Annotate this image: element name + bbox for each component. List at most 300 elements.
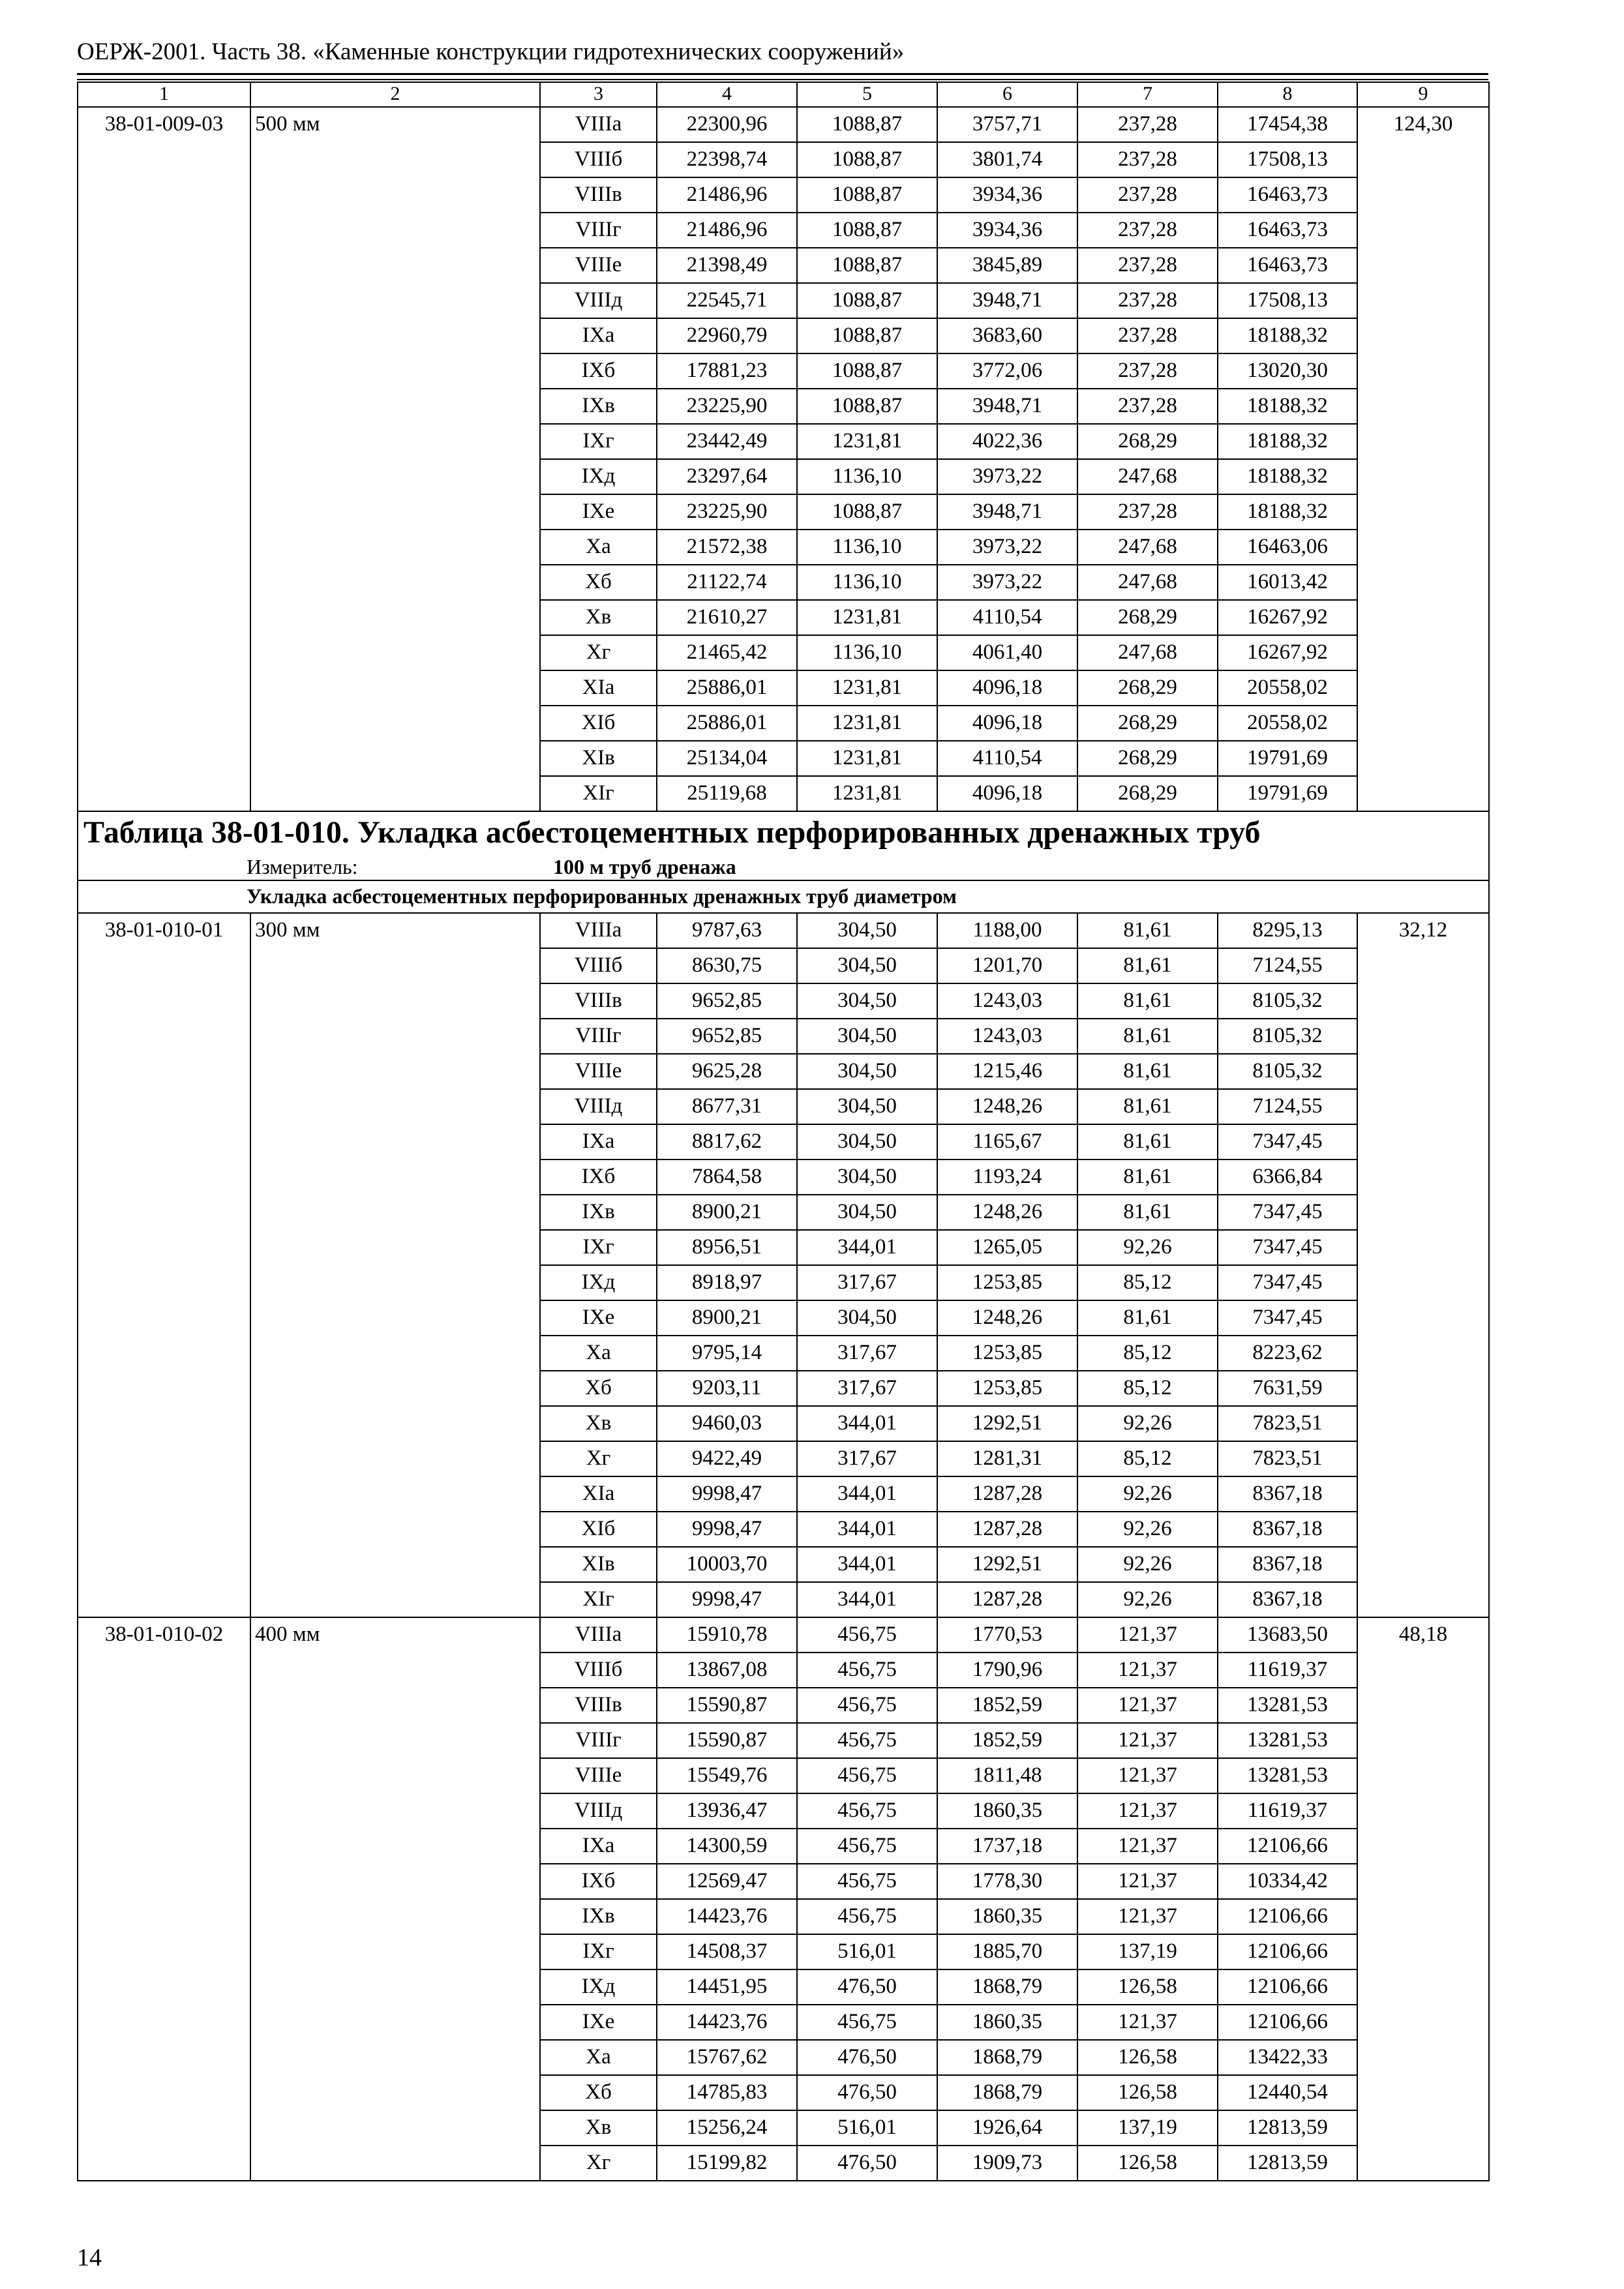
price-table — [77, 82, 1490, 2181]
zone-cell: IXв — [540, 1195, 657, 1230]
value-cell: 7823,51 — [1218, 1406, 1357, 1441]
value-cell: 12440,54 — [1218, 2075, 1357, 2110]
value-cell: 1909,73 — [937, 2146, 1077, 2181]
value-cell: 3683,60 — [937, 318, 1077, 353]
value-cell: 17881,23 — [657, 353, 797, 389]
table-row — [78, 1617, 1489, 1653]
value-cell: 8367,18 — [1218, 1582, 1357, 1617]
value-cell: 25119,68 — [657, 776, 797, 811]
value-cell: 18188,32 — [1218, 494, 1357, 530]
subheading-cell — [78, 880, 1489, 913]
value-cell: 14508,37 — [657, 1934, 797, 1969]
value-cell: 8677,31 — [657, 1089, 797, 1124]
value-cell: 121,37 — [1077, 1617, 1218, 1653]
value-cell: 12813,59 — [1218, 2110, 1357, 2146]
value-cell: 344,01 — [797, 1230, 937, 1265]
zone-cell: VIIIв — [540, 1688, 657, 1723]
value-cell: 21122,74 — [657, 565, 797, 600]
value-cell: 237,28 — [1077, 248, 1218, 283]
zone-cell: XIв — [540, 1547, 657, 1582]
zone-cell: IXд — [540, 459, 657, 494]
value-cell: 268,29 — [1077, 776, 1218, 811]
zone-cell: VIIIе — [540, 248, 657, 283]
value-cell: 92,26 — [1077, 1547, 1218, 1582]
value-cell: 19791,69 — [1218, 776, 1357, 811]
pipe-diameter: 500 мм — [250, 107, 540, 811]
value-cell: 14451,95 — [657, 1969, 797, 2005]
value-cell: 317,67 — [797, 1336, 937, 1371]
value-cell: 1231,81 — [797, 424, 937, 459]
value-cell: 13936,47 — [657, 1793, 797, 1829]
zone-cell: VIIIе — [540, 1758, 657, 1793]
value-cell: 9422,49 — [657, 1441, 797, 1476]
value-cell: 81,61 — [1077, 1019, 1218, 1054]
value-cell: 18188,32 — [1218, 389, 1357, 424]
value-cell: 12106,66 — [1218, 2005, 1357, 2040]
value-cell: 92,26 — [1077, 1476, 1218, 1512]
value-cell: 25134,04 — [657, 741, 797, 776]
header-rule-thin — [77, 79, 1488, 80]
value-cell: 1088,87 — [797, 389, 937, 424]
value-cell: 344,01 — [797, 1512, 937, 1547]
value-cell: 1287,28 — [937, 1512, 1077, 1547]
zone-cell: VIIIе — [540, 1054, 657, 1089]
zone-cell: Xг — [540, 635, 657, 670]
value-cell: 1088,87 — [797, 353, 937, 389]
value-cell: 304,50 — [797, 1054, 937, 1089]
value-cell: 9998,47 — [657, 1512, 797, 1547]
value-cell: 9625,28 — [657, 1054, 797, 1089]
value-cell: 23442,49 — [657, 424, 797, 459]
table-title: Таблица 38-01-010. Укладка асбестоцементных перфорированных дренажных труб — [78, 811, 1489, 854]
value-cell: 17508,13 — [1218, 283, 1357, 318]
value-cell: 1860,35 — [937, 1899, 1077, 1934]
value-cell: 1811,48 — [937, 1758, 1077, 1793]
value-cell: 1231,81 — [797, 670, 937, 706]
zone-cell: Xб — [540, 1371, 657, 1406]
value-cell: 1253,85 — [937, 1265, 1077, 1300]
rate-code: 38-01-010-01 — [78, 913, 250, 1617]
value-cell: 1287,28 — [937, 1476, 1077, 1512]
value-cell: 121,37 — [1077, 1899, 1218, 1934]
zone-cell: Xв — [540, 600, 657, 635]
value-cell: 21398,49 — [657, 248, 797, 283]
value-cell: 1088,87 — [797, 177, 937, 213]
value-cell: 456,75 — [797, 1723, 937, 1758]
value-cell: 4061,40 — [937, 635, 1077, 670]
value-cell: 13020,30 — [1218, 353, 1357, 389]
zone-cell: Xа — [540, 1336, 657, 1371]
zone-cell: IXв — [540, 1899, 657, 1934]
value-cell: 1231,81 — [797, 741, 937, 776]
measure-unit: 100 м труб дренажа — [553, 855, 736, 878]
value-cell: 11619,37 — [1218, 1653, 1357, 1688]
value-cell: 9652,85 — [657, 1019, 797, 1054]
value-cell: 476,50 — [797, 1969, 937, 2005]
value-cell: 268,29 — [1077, 600, 1218, 635]
value-cell: 13867,08 — [657, 1653, 797, 1688]
value-cell: 12813,59 — [1218, 2146, 1357, 2181]
value-cell: 1770,53 — [937, 1617, 1077, 1653]
value-cell: 268,29 — [1077, 706, 1218, 741]
value-cell: 476,50 — [797, 2146, 937, 2181]
column-number: 2 — [250, 82, 540, 107]
value-cell: 9460,03 — [657, 1406, 797, 1441]
value-cell: 7631,59 — [1218, 1371, 1357, 1406]
value-cell: 7347,45 — [1218, 1265, 1357, 1300]
value-cell: 7347,45 — [1218, 1124, 1357, 1159]
value-cell: 1231,81 — [797, 600, 937, 635]
value-cell: 16013,42 — [1218, 565, 1357, 600]
table-row — [78, 107, 1489, 142]
value-cell: 237,28 — [1077, 177, 1218, 213]
value-cell: 1265,05 — [937, 1230, 1077, 1265]
zone-cell: VIIIб — [540, 142, 657, 177]
value-cell: 17508,13 — [1218, 142, 1357, 177]
value-cell: 14423,76 — [657, 1899, 797, 1934]
zone-cell: IXг — [540, 424, 657, 459]
value-cell: 16267,92 — [1218, 600, 1357, 635]
value-cell: 1287,28 — [937, 1582, 1077, 1617]
value-cell: 121,37 — [1077, 1653, 1218, 1688]
value-cell: 92,26 — [1077, 1406, 1218, 1441]
page-number: 14 — [77, 2244, 102, 2271]
value-cell: 9998,47 — [657, 1582, 797, 1617]
value-cell: 1088,87 — [797, 142, 937, 177]
zone-cell: IXа — [540, 1829, 657, 1864]
value-cell: 7347,45 — [1218, 1195, 1357, 1230]
value-cell: 21572,38 — [657, 530, 797, 565]
value-cell: 9203,11 — [657, 1371, 797, 1406]
value-cell: 268,29 — [1077, 741, 1218, 776]
zone-cell: VIIIд — [540, 1793, 657, 1829]
zone-cell: XIг — [540, 1582, 657, 1617]
value-cell: 126,58 — [1077, 1969, 1218, 2005]
value-cell: 15549,76 — [657, 1758, 797, 1793]
value-cell: 9998,47 — [657, 1476, 797, 1512]
value-cell: 92,26 — [1077, 1230, 1218, 1265]
value-cell: 23225,90 — [657, 389, 797, 424]
value-cell: 268,29 — [1077, 424, 1218, 459]
value-cell: 344,01 — [797, 1547, 937, 1582]
value-cell: 8105,32 — [1218, 1054, 1357, 1089]
value-cell: 1868,79 — [937, 1969, 1077, 2005]
value-cell: 7823,51 — [1218, 1441, 1357, 1476]
value-cell: 22545,71 — [657, 283, 797, 318]
value-cell: 344,01 — [797, 1582, 937, 1617]
value-cell: 1243,03 — [937, 983, 1077, 1019]
value-cell: 1248,26 — [937, 1195, 1077, 1230]
value-cell: 1852,59 — [937, 1723, 1077, 1758]
value-cell: 237,28 — [1077, 213, 1218, 248]
value-cell: 126,58 — [1077, 2146, 1218, 2181]
value-cell: 456,75 — [797, 1617, 937, 1653]
value-cell: 1778,30 — [937, 1864, 1077, 1899]
column-number: 1 — [78, 82, 250, 107]
zone-cell: IXд — [540, 1265, 657, 1300]
value-cell: 81,61 — [1077, 948, 1218, 983]
value-cell: 3973,22 — [937, 459, 1077, 494]
value-cell: 1088,87 — [797, 248, 937, 283]
value-cell: 8817,62 — [657, 1124, 797, 1159]
value-cell: 304,50 — [797, 1124, 937, 1159]
value-cell: 3948,71 — [937, 389, 1077, 424]
pipe-diameter: 300 мм — [250, 913, 540, 1617]
value-cell: 1136,10 — [797, 459, 937, 494]
value-cell: 1136,10 — [797, 530, 937, 565]
value-cell: 14785,83 — [657, 2075, 797, 2110]
zone-cell: VIIIа — [540, 1617, 657, 1653]
zone-cell: VIIIб — [540, 1653, 657, 1688]
value-cell: 11619,37 — [1218, 1793, 1357, 1829]
value-cell: 12106,66 — [1218, 1934, 1357, 1969]
value-cell: 81,61 — [1077, 913, 1218, 948]
value-cell: 8900,21 — [657, 1300, 797, 1336]
value-cell: 121,37 — [1077, 1864, 1218, 1899]
zone-cell: IXв — [540, 389, 657, 424]
zone-cell: Xв — [540, 2110, 657, 2146]
value-cell: 16463,73 — [1218, 177, 1357, 213]
value-cell: 1088,87 — [797, 107, 937, 142]
value-cell: 237,28 — [1077, 494, 1218, 530]
value-cell: 23225,90 — [657, 494, 797, 530]
value-cell: 304,50 — [797, 1300, 937, 1336]
value-cell: 12106,66 — [1218, 1899, 1357, 1934]
zone-cell: Xб — [540, 2075, 657, 2110]
value-cell: 85,12 — [1077, 1265, 1218, 1300]
value-cell: 92,26 — [1077, 1512, 1218, 1547]
zone-cell: VIIIв — [540, 177, 657, 213]
value-cell: 23297,64 — [657, 459, 797, 494]
value-cell: 7347,45 — [1218, 1230, 1357, 1265]
value-cell: 21486,96 — [657, 213, 797, 248]
zone-cell: VIIIб — [540, 948, 657, 983]
value-cell: 8295,13 — [1218, 913, 1357, 948]
value-cell: 1165,67 — [937, 1124, 1077, 1159]
value-cell: 1215,46 — [937, 1054, 1077, 1089]
column-number: 9 — [1357, 82, 1489, 107]
rate-code: 38-01-009-03 — [78, 107, 250, 811]
zone-cell: XIб — [540, 1512, 657, 1547]
value-cell: 1201,70 — [937, 948, 1077, 983]
value-cell: 1188,00 — [937, 913, 1077, 948]
value-cell: 121,37 — [1077, 1793, 1218, 1829]
value-cell: 1136,10 — [797, 635, 937, 670]
value-cell: 12106,66 — [1218, 1969, 1357, 2005]
column-number: 7 — [1077, 82, 1218, 107]
zone-cell: VIIIг — [540, 1723, 657, 1758]
value-cell: 3973,22 — [937, 565, 1077, 600]
value-cell: 317,67 — [797, 1371, 937, 1406]
zone-cell: IXд — [540, 1969, 657, 2005]
value-cell: 247,68 — [1077, 459, 1218, 494]
value-cell: 14300,59 — [657, 1829, 797, 1864]
zone-cell: VIIIа — [540, 913, 657, 948]
value-cell: 1248,26 — [937, 1089, 1077, 1124]
value-cell: 8956,51 — [657, 1230, 797, 1265]
value-cell: 15199,82 — [657, 2146, 797, 2181]
value-cell: 304,50 — [797, 948, 937, 983]
value-cell: 344,01 — [797, 1406, 937, 1441]
value-cell: 9787,63 — [657, 913, 797, 948]
value-cell: 16463,73 — [1218, 248, 1357, 283]
value-cell: 21465,42 — [657, 635, 797, 670]
value-cell: 1088,87 — [797, 318, 937, 353]
value-cell: 16267,92 — [1218, 635, 1357, 670]
zone-cell: IXг — [540, 1230, 657, 1265]
zone-cell: IXб — [540, 353, 657, 389]
value-cell: 18188,32 — [1218, 318, 1357, 353]
value-cell: 3801,74 — [937, 142, 1077, 177]
value-cell: 137,19 — [1077, 2110, 1218, 2146]
value-cell: 12569,47 — [657, 1864, 797, 1899]
value-cell: 1248,26 — [937, 1300, 1077, 1336]
value-cell: 1790,96 — [937, 1653, 1077, 1688]
value-cell: 9795,14 — [657, 1336, 797, 1371]
value-cell: 1231,81 — [797, 706, 937, 741]
zone-cell: IXа — [540, 1124, 657, 1159]
value-cell: 3772,06 — [937, 353, 1077, 389]
column-number: 8 — [1218, 82, 1357, 107]
value-cell: 13281,53 — [1218, 1723, 1357, 1758]
subheading-row — [78, 880, 1489, 913]
value-cell: 237,28 — [1077, 318, 1218, 353]
zone-cell: Xа — [540, 530, 657, 565]
zone-cell: XIб — [540, 706, 657, 741]
zone-cell: VIIIг — [540, 1019, 657, 1054]
value-cell: 6366,84 — [1218, 1159, 1357, 1195]
value-cell: 1860,35 — [937, 2005, 1077, 2040]
value-cell: 21610,27 — [657, 600, 797, 635]
table-row — [78, 913, 1489, 948]
value-cell: 456,75 — [797, 1899, 937, 1934]
value-cell: 13683,50 — [1218, 1617, 1357, 1653]
value-cell: 237,28 — [1077, 283, 1218, 318]
value-cell: 1852,59 — [937, 1688, 1077, 1723]
zone-cell: IXб — [540, 1159, 657, 1195]
value-cell: 8918,97 — [657, 1265, 797, 1300]
header-rule — [77, 73, 1488, 75]
value-cell: 3948,71 — [937, 283, 1077, 318]
column-number: 4 — [657, 82, 797, 107]
value-cell: 8630,75 — [657, 948, 797, 983]
column-number-row — [78, 82, 1489, 107]
value-cell: 22300,96 — [657, 107, 797, 142]
labor-cost: 32,12 — [1357, 913, 1489, 1617]
value-cell: 1292,51 — [937, 1406, 1077, 1441]
zone-cell: Xа — [540, 2040, 657, 2075]
value-cell: 12106,66 — [1218, 1829, 1357, 1864]
zone-cell: IXе — [540, 494, 657, 530]
value-cell: 20558,02 — [1218, 670, 1357, 706]
value-cell: 13422,33 — [1218, 2040, 1357, 2075]
value-cell: 85,12 — [1077, 1336, 1218, 1371]
zone-cell: VIIIа — [540, 107, 657, 142]
value-cell: 10334,42 — [1218, 1864, 1357, 1899]
column-number: 6 — [937, 82, 1077, 107]
value-cell: 456,75 — [797, 1793, 937, 1829]
value-cell: 516,01 — [797, 1934, 937, 1969]
value-cell: 81,61 — [1077, 1124, 1218, 1159]
zone-cell: XIа — [540, 670, 657, 706]
value-cell: 8367,18 — [1218, 1476, 1357, 1512]
value-cell: 9652,85 — [657, 983, 797, 1019]
value-cell: 17454,38 — [1218, 107, 1357, 142]
value-cell: 317,67 — [797, 1441, 937, 1476]
value-cell: 516,01 — [797, 2110, 937, 2146]
value-cell: 1926,64 — [937, 2110, 1077, 2146]
value-cell: 15590,87 — [657, 1688, 797, 1723]
value-cell: 4022,36 — [937, 424, 1077, 459]
zone-cell: XIв — [540, 741, 657, 776]
zone-cell: Xб — [540, 565, 657, 600]
value-cell: 1885,70 — [937, 1934, 1077, 1969]
value-cell: 8367,18 — [1218, 1547, 1357, 1582]
value-cell: 1231,81 — [797, 776, 937, 811]
value-cell: 126,58 — [1077, 2040, 1218, 2075]
zone-cell: IXг — [540, 1934, 657, 1969]
value-cell: 85,12 — [1077, 1371, 1218, 1406]
value-cell: 3934,36 — [937, 177, 1077, 213]
value-cell: 121,37 — [1077, 1829, 1218, 1864]
value-cell: 4110,54 — [937, 600, 1077, 635]
value-cell: 81,61 — [1077, 1159, 1218, 1195]
value-cell: 14423,76 — [657, 2005, 797, 2040]
zone-cell: XIг — [540, 776, 657, 811]
value-cell: 8105,32 — [1218, 983, 1357, 1019]
value-cell: 4110,54 — [937, 741, 1077, 776]
value-cell: 1243,03 — [937, 1019, 1077, 1054]
value-cell: 247,68 — [1077, 530, 1218, 565]
value-cell: 456,75 — [797, 1653, 937, 1688]
value-cell: 1737,18 — [937, 1829, 1077, 1864]
pipe-diameter: 400 мм — [250, 1617, 540, 2181]
value-cell: 3973,22 — [937, 530, 1077, 565]
value-cell: 18188,32 — [1218, 459, 1357, 494]
value-cell: 81,61 — [1077, 983, 1218, 1019]
value-cell: 18188,32 — [1218, 424, 1357, 459]
measure-label: Измеритель: — [247, 855, 358, 878]
value-cell: 8223,62 — [1218, 1336, 1357, 1371]
value-cell: 1136,10 — [797, 565, 937, 600]
zone-cell: VIIIд — [540, 1089, 657, 1124]
labor-cost: 124,30 — [1357, 107, 1489, 811]
value-cell: 1281,31 — [937, 1441, 1077, 1476]
value-cell: 10003,70 — [657, 1547, 797, 1582]
value-cell: 15910,78 — [657, 1617, 797, 1653]
zone-cell: VIIIв — [540, 983, 657, 1019]
value-cell: 81,61 — [1077, 1300, 1218, 1336]
value-cell: 1088,87 — [797, 494, 937, 530]
value-cell: 237,28 — [1077, 389, 1218, 424]
value-cell: 4096,18 — [937, 706, 1077, 741]
value-cell: 121,37 — [1077, 1723, 1218, 1758]
value-cell: 456,75 — [797, 1829, 937, 1864]
zone-cell: IXб — [540, 1864, 657, 1899]
value-cell: 237,28 — [1077, 142, 1218, 177]
value-cell: 92,26 — [1077, 1582, 1218, 1617]
value-cell: 81,61 — [1077, 1089, 1218, 1124]
value-cell: 456,75 — [797, 2005, 937, 2040]
value-cell: 1860,35 — [937, 1793, 1077, 1829]
value-cell: 8105,32 — [1218, 1019, 1357, 1054]
value-cell: 13281,53 — [1218, 1758, 1357, 1793]
value-cell: 126,58 — [1077, 2075, 1218, 2110]
value-cell: 304,50 — [797, 1159, 937, 1195]
measure-cell — [78, 854, 1489, 880]
zone-cell: Xг — [540, 2146, 657, 2181]
zone-cell: Xв — [540, 1406, 657, 1441]
